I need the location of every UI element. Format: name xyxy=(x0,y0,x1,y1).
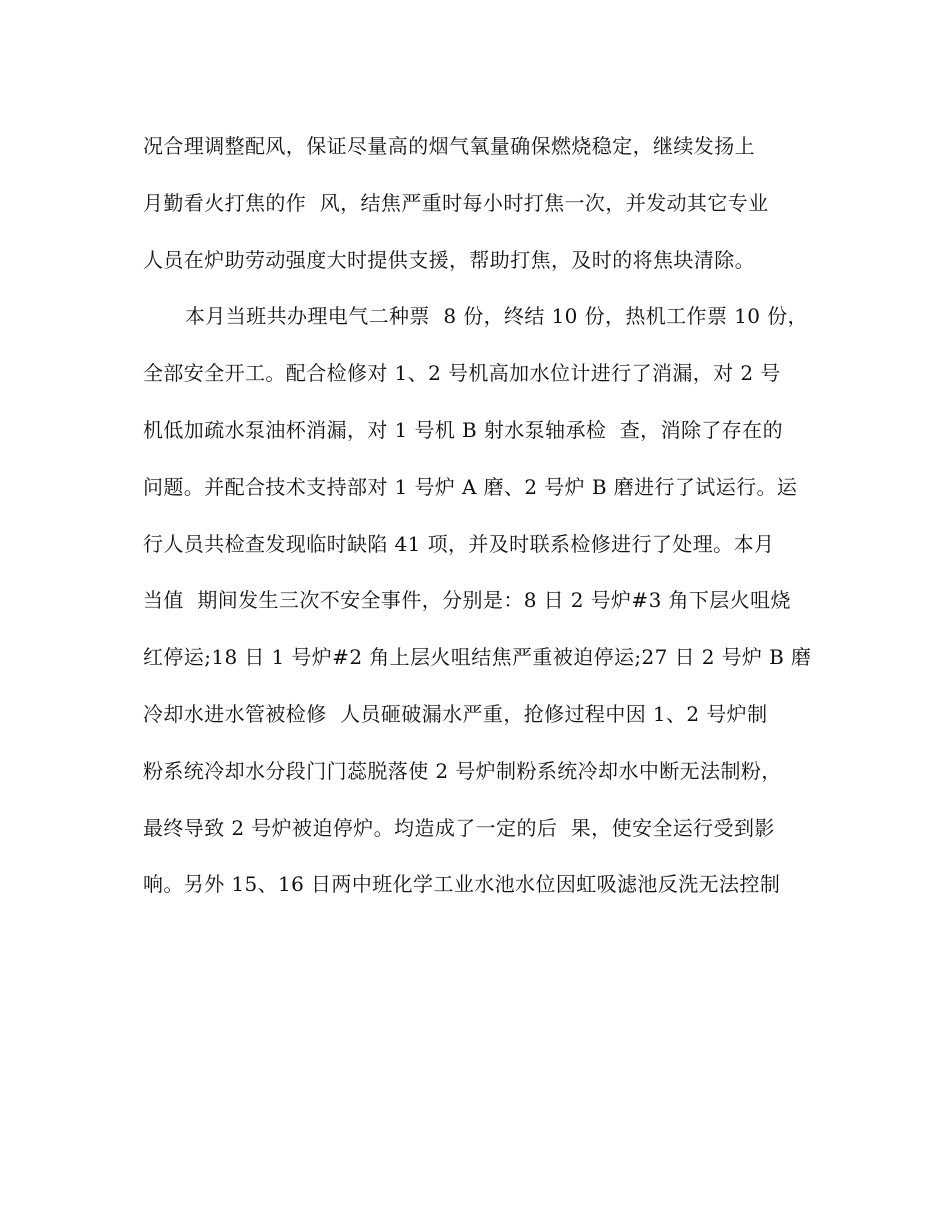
text-line: 问题。并配合技术支持部对 1 号炉 A 磨、2 号炉 B 磨进行了试运行。运 xyxy=(143,474,798,499)
paragraph-first-line: 本月当班共办理电气二种票 8 份，终结 10 份，热机工作票 10 份， xyxy=(185,304,808,329)
text-line: 人员在炉助劳动强度大时提供支援，帮助打焦，及时的将焦块清除。 xyxy=(143,247,755,272)
text-line: 粉系统冷却水分段门门蕊脱落使 2 号炉制粉系统冷却水中断无法制粉， xyxy=(143,758,782,783)
text-line: 全部安全开工。配合检修对 1、2 号机高加水位计进行了消漏，对 2 号 xyxy=(143,361,781,386)
text-line: 行人员共检查发现临时缺陷 41 项，并及时联系检修进行了处理。本月 xyxy=(143,531,775,556)
text-line: 冷却水进水管被检修 人员砸破漏水严重，抢修过程中因 1、2 号炉制 xyxy=(143,701,768,726)
body-text xyxy=(143,118,823,913)
text-line: 当值 期间发生三次不安全事件，分别是：8 日 2 号炉#3 角下层火咀烧 xyxy=(143,588,791,613)
text-line: 月勤看火打焦的作 风，结焦严重时每小时打焦一次，并发动其它专业 xyxy=(143,190,769,215)
text-line: 况合理调整配风，保证尽量高的烟气氧量确保燃烧稳定，继续发扬上 xyxy=(143,134,755,158)
text-line: 最终导致 2 号炉被迫停炉。均造成了一定的后 果，使安全运行受到影 xyxy=(143,815,775,840)
text-line: 机低加疏水泵油杯消漏，对 1 号机 B 射水泵轴承检 查，消除了存在的 xyxy=(143,417,783,442)
text-line: 响。另外 15、16 日两中班化学工业水池水位因虹吸滤池反洗无法控制 xyxy=(143,872,781,897)
text-line: 红停运;18 日 1 号炉#2 角上层火咀结焦严重被迫停运;27 日 2 号炉 B 磨 xyxy=(143,645,812,670)
